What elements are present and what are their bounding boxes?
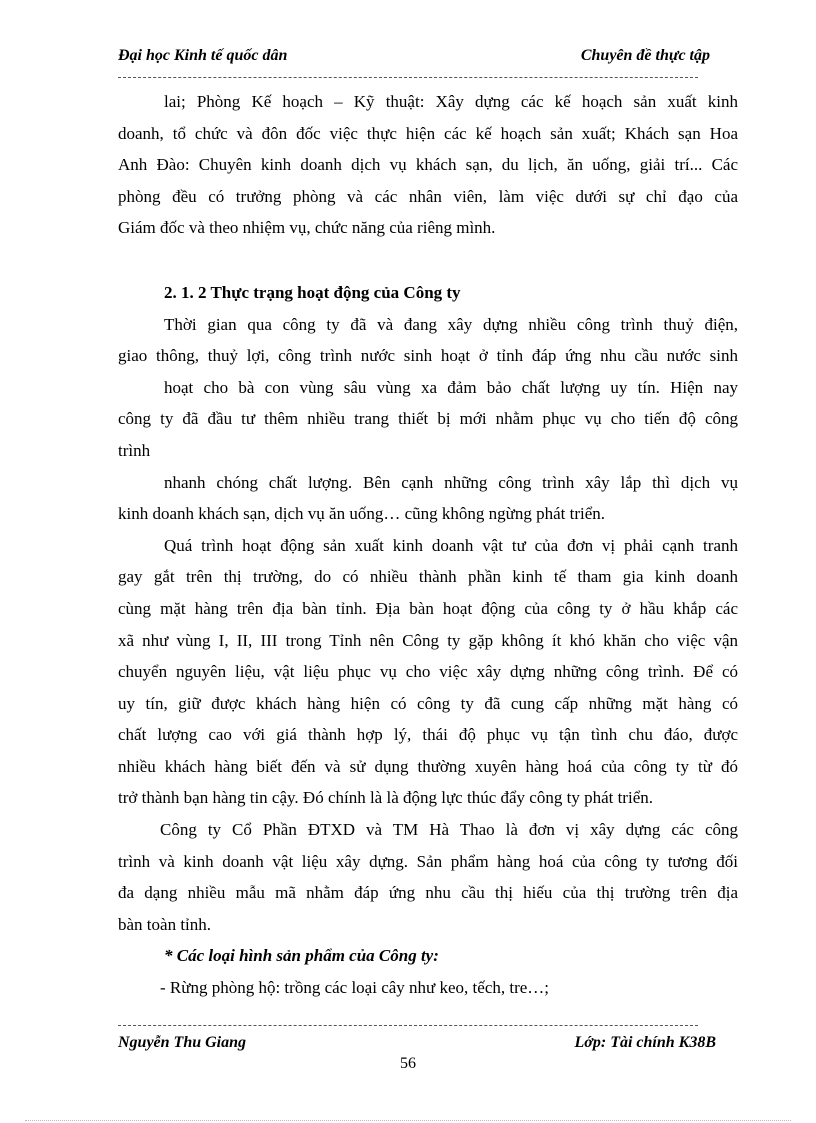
text-line: chuyển nguyên liệu, vật liệu phục vụ cho việc xây dựng những công trình. Để có (118, 662, 738, 682)
text-line: xã như vùng I, II, III trong Tỉnh nên Công ty gặp không ít khó khăn cho việc vận (118, 630, 738, 650)
footer-author: Nguyễn Thu Giang (118, 1034, 247, 1051)
text-line: nhiều khách hàng biết đến và sử dụng thường xuyên hàng hoá của công ty từ đó (118, 756, 738, 776)
text-line: nhanh chóng chất lượng. Bên cạnh những công trình xây lắp thì dịch vụ (164, 472, 738, 492)
text-line: bàn toàn tỉnh. (118, 914, 212, 934)
page-footer (118, 1034, 716, 1056)
product-types-subheading: * Các loại hình sản phẩm của Công ty: (164, 946, 439, 966)
text-line: kinh doanh khách sạn, dịch vụ ăn uống… cũng không ngừng phát triển. (118, 504, 606, 524)
section-heading: 2. 1. 2 Thực trạng hoạt động của Công ty (164, 282, 461, 302)
text-line: trình và kinh doanh vật liệu xây dựng. Sản phẩm hàng hoá của công ty tương đối (118, 851, 738, 871)
text-line: lai; Phòng Kế hoạch – Kỹ thuật: Xây dựng các kế hoạch sản xuất kinh (164, 92, 738, 111)
text-line: trình (118, 440, 151, 460)
list-item: - Rừng phòng hộ: trồng các loại cây như keo, tếch, tre…; (160, 978, 550, 998)
text-line: đa dạng nhiều mẫu mã nhằm đáp ứng nhu cầu thị hiếu của thị trường trên địa (118, 883, 738, 903)
text-line: gay gắt trên thị trường, do có nhiều thành phần kinh tế tham gia kinh doanh (118, 567, 738, 587)
text-line: Thời gian qua công ty đã và đang xây dựng nhiều công trình thuỷ điện, (164, 314, 738, 334)
header-university: Đại học Kinh tế quốc dân (118, 47, 288, 64)
footer-divider (118, 1025, 698, 1026)
text-line: Giám đốc và theo nhiệm vụ, chức năng của riêng mình. (118, 218, 496, 238)
text-line: công ty đã đầu tư thêm nhiều trang thiết bị mới nhằm phục vụ cho tiến độ công (118, 409, 738, 429)
footer-class: Lớp: Tài chính K38B (574, 1034, 716, 1051)
text-line: Anh Đào: Chuyên kinh doanh dịch vụ khách sạn, du lịch, ăn uống, giải trí... Các (118, 155, 738, 175)
header-doc-type: Chuyên đề thực tập (580, 47, 710, 64)
text-line: Quá trình hoạt động sản xuất kinh doanh vật tư của đơn vị phải cạnh tranh (164, 535, 738, 555)
text-line: chất lượng cao với giá thành hợp lý, thái độ phục vụ tận tình chu đáo, được (118, 725, 738, 745)
text-line: hoạt cho bà con vùng sâu vùng xa đảm bảo chất lượng uy tín. Hiện nay (164, 377, 738, 397)
text-line: giao thông, thuỷ lợi, công trình nước sinh hoạt ở tỉnh đáp ứng nhu cầu nước sinh (118, 346, 738, 366)
header-divider (118, 77, 698, 78)
page-number: 56 (400, 1055, 416, 1072)
text-line: uy tín, giữ được khách hàng hiện có công ty đã cung cấp những mặt hàng có (118, 693, 738, 713)
text-line: cùng mặt hàng trên địa bàn tỉnh. Địa bàn hoạt động của công ty ở hầu khắp các (118, 598, 738, 618)
text-line: Công ty Cổ Phần ĐTXD và TM Hà Thao là đơn vị xây dựng các công (160, 820, 738, 840)
text-line: phòng đều có trưởng phòng và các nhân viên, làm việc dưới sự chỉ đạo của (118, 186, 738, 206)
page-bottom-border (25, 1120, 791, 1121)
document-body (118, 86, 738, 1004)
text-line: trở thành bạn hàng tin cậy. Đó chính là là động lực thúc đẩy công ty phát triển. (118, 788, 653, 808)
text-line: doanh, tổ chức và đôn đốc việc thực hiện các kế hoạch sản xuất; Khách sạn Hoa (118, 123, 738, 143)
page-header (118, 47, 710, 71)
